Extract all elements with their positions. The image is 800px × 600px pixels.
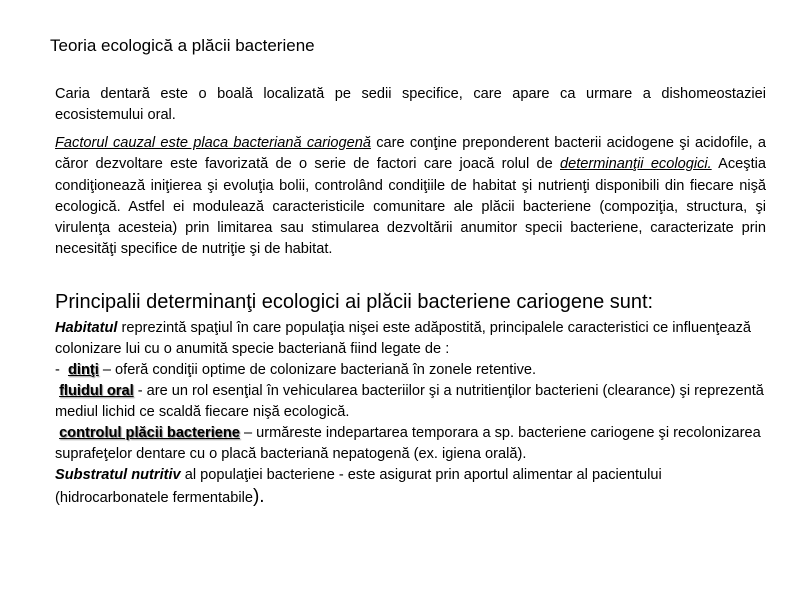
causal-factor-text-b: Aceştia condiţionează iniţierea şi evoluţia bolii, controlând condiţiile de habitat şi nutrienţi disponibili din fiecare nişă ecologică. Astfel ei modulează caracteristicile comunitare ale plăcii bacteriene (compoziţia, structura, şi virulenţa acesteia) prin limitarea sau stimularea dezvoltării anumitor specii bacteriene, caracterizate prin necesităţi specifice de nutriţie şi de habitat. (55, 156, 766, 258)
fluid-label: fluidul oral (59, 383, 134, 399)
plaque-control-text: – urmăreste indepartarea temporara a sp. bacteriene cariogene şi recolonizarea suprafeţelor dentare cu o placă bacteriană nepatogenă (ex. igiena orală). (55, 425, 761, 462)
ecological-determinants-link: determinanţii ecologici. (560, 156, 712, 173)
substrate-item (55, 465, 775, 509)
causal-factor-paragraph (55, 133, 766, 261)
dinti-label: dinţi (67, 362, 99, 378)
habitat-item (55, 318, 775, 360)
dinti-item (55, 360, 775, 381)
intro-paragraph: Caria dentară este o boală localizată pe sedii specifice, care apare ca urmare a dishomeostaziei ecosistemului oral. (55, 86, 766, 124)
substrate-label: Substratul nutritiv (55, 467, 181, 483)
causal-factor-text-a: care conţine preponderent bacterii acidogene şi acidofile, a căror dezvoltare este favorizată de o serie de factori care joacă rolul de (55, 135, 766, 173)
fluid-item (55, 381, 775, 423)
slide-title: Teoria ecologică a plăcii bacteriene (50, 36, 315, 55)
fluid-text: - are un rol esenţial în vehicularea bacteriilor şi a nutritienţilor bacterieni (clearance) şi reprezentă mediul lichid ce scaldă fiecare nişă ecologică. (55, 383, 764, 420)
substrate-close: ). (252, 486, 265, 507)
plaque-control-item (55, 423, 775, 465)
dinti-prefix: - (55, 362, 68, 378)
determinants-list (55, 318, 775, 509)
habitat-label: Habitatul (55, 320, 118, 336)
plaque-control-label: controlul plăcii bacteriene (59, 425, 240, 441)
determinants-heading: Principalii determinanţi ecologici ai plăcii bacteriene cariogene sunt: (55, 291, 654, 313)
substrate-text: al populaţiei bacteriene - este asigurat prin aportul alimentar al pacientului (hidrocarbonatele fermentabile (55, 467, 662, 506)
causal-factor-link: Factorul cauzal este placa bacteriană cariogenă (55, 135, 371, 151)
dinti-text: – oferă condiţii optime de colonizare bacteriană în zonele retentive. (98, 362, 537, 378)
habitat-text: reprezintă spaţiul în care populaţia nişei este adăpostită, principalele caracteristici ce influenţează colonizare lui cu o anumită specie bacteriană fiind legate de : (55, 320, 752, 357)
